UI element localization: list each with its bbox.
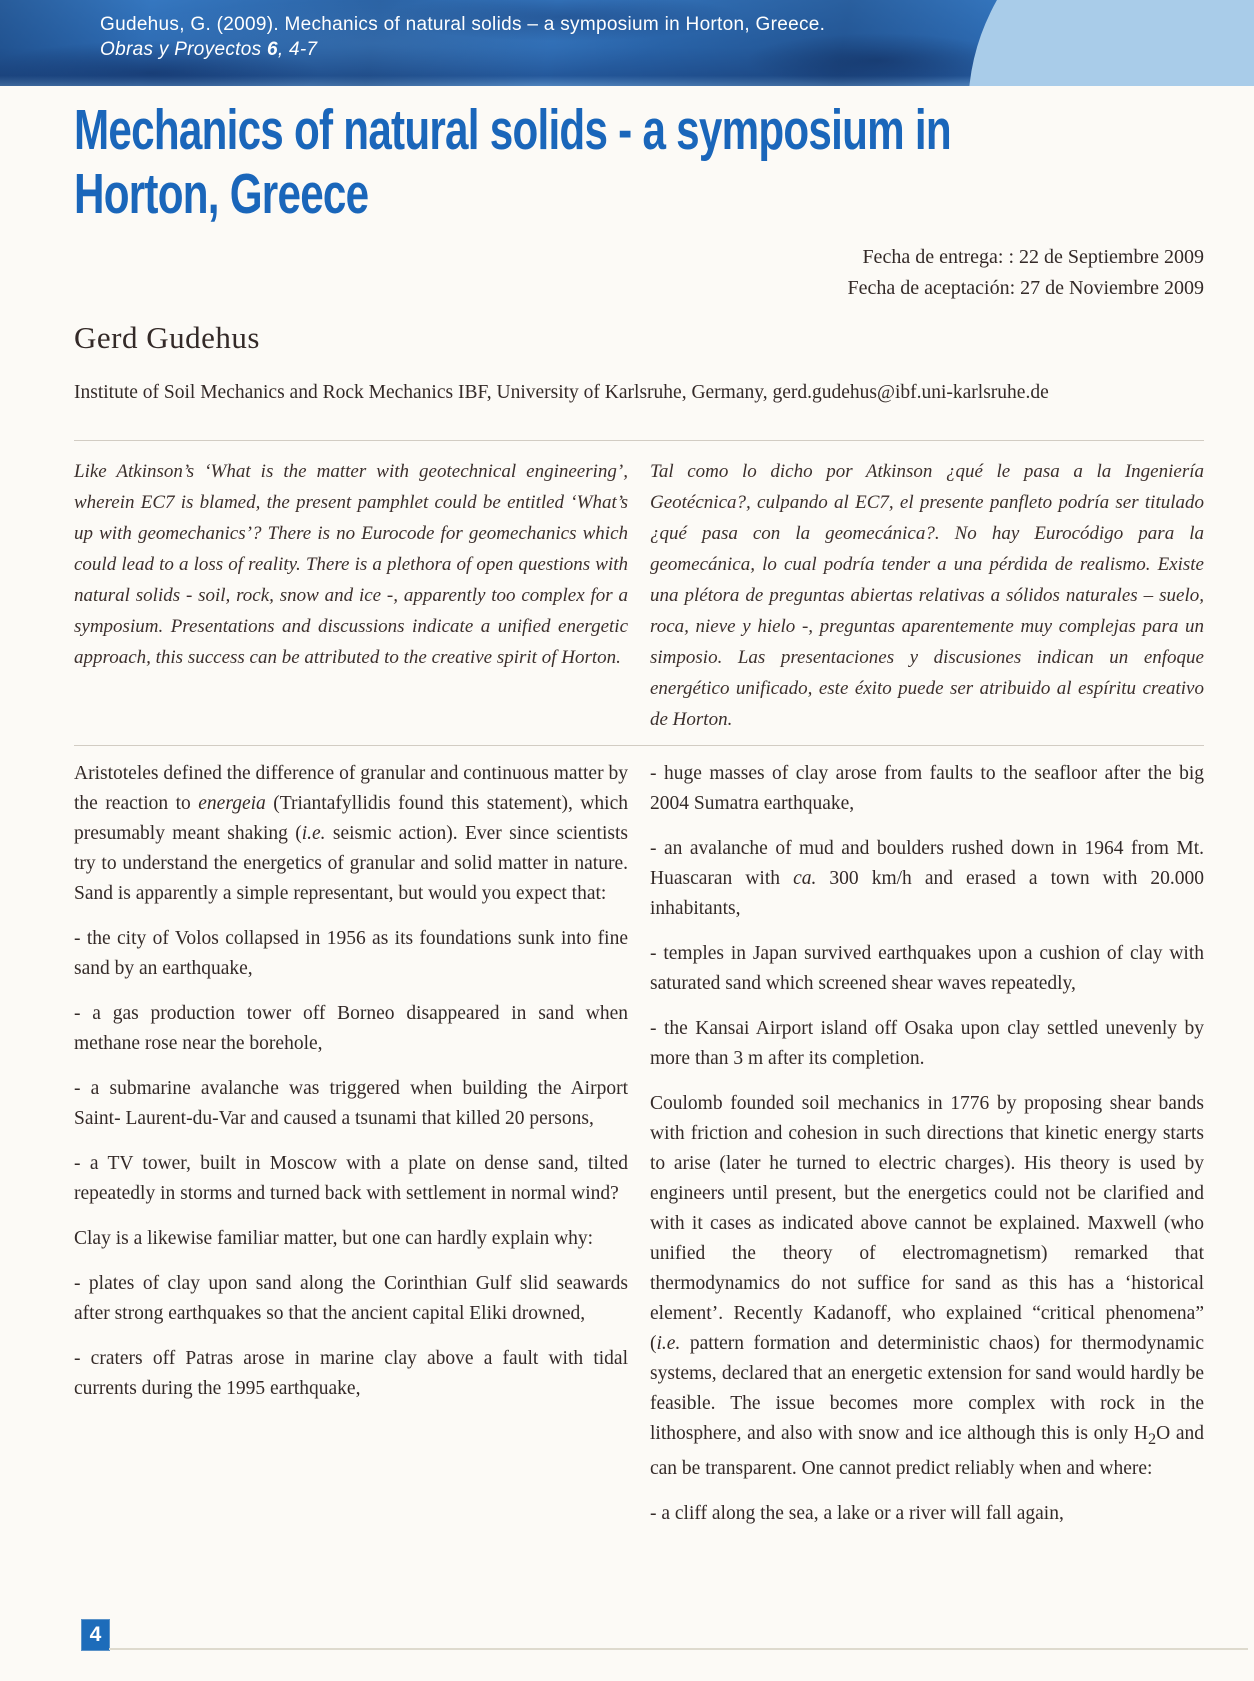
abstract-english-column (74, 456, 628, 735)
date-received: Fecha de entrega: : 22 de Septiembre 2009 (862, 246, 1204, 268)
section-divider-top (74, 440, 1204, 441)
bullet-item: - craters off Patras arose in marine clay above a fault with tidal currents during the 1995 earthquake, (74, 1348, 628, 1399)
article-title-line2: Horton, Greece (74, 162, 369, 226)
footer-rule (109, 1648, 1248, 1650)
page-number-badge: 4 (82, 1620, 109, 1650)
body-right-column (650, 759, 1204, 1544)
bullet-item: - temples in Japan survived earthquakes upon a cushion of clay with saturated sand which screened shear waves repeatedly, (650, 943, 1204, 994)
journal-reference: Obras y Proyectos 6, 4-7 (100, 39, 318, 60)
bullet-item: - huge masses of clay arose from faults to the seafloor after the big 2004 Sumatra earthquake, (650, 763, 1204, 814)
bullet-item: - plates of clay upon sand along the Corinthian Gulf slid seawards after strong earthquakes so that the ancient capital Eliki drowned, (74, 1273, 628, 1324)
article-title (74, 98, 1211, 226)
bullet-item: - the Kansai Airport island off Osaka upon clay settled unevenly by more than 3 m after its completion. (650, 1018, 1204, 1069)
bullet-item: - a submarine avalanche was triggered when building the Airport Saint- Laurent-du-Var and caused a tsunami that killed 20 persons, (74, 1078, 628, 1129)
bullet-item: - a cliff along the sea, a lake or a river will fall again, (650, 1502, 1064, 1524)
body-paragraph: Clay is a likewise familiar matter, but one can hardly explain why: (74, 1228, 594, 1249)
abstract-spanish: Tal como lo dicho por Atkinson ¿qué le pasa a la Ingeniería Geotécnica?, culpando al EC7, el presente panfleto podría ser titulado ¿qué pasa con la geomecánica?. No hay Eurocódigo para la geomecánica, lo cual podría tender a una pérdida de realismo. Existe una plétora de preguntas abiertas relativas a sólidos naturales – suelo, roca, nieve y hielo -, preguntas aparentemente muy complejas para un simposio. Las presentaciones y discusiones indican un enfoque energético unificado, este éxito puede ser atribuido al espíritu creativo de Horton. (650, 461, 1204, 730)
header-band (0, 0, 1254, 86)
citation-text: Gudehus, G. (2009). Mechanics of natural solids – a symposium in Horton, Greece. (100, 14, 826, 35)
bullet-item: - a TV tower, built in Moscow with a plate on dense sand, tilted repeatedly in storms and turned back with settlement in normal wind? (74, 1153, 628, 1204)
author-affiliation: Institute of Soil Mechanics and Rock Mechanics IBF, University of Karlsruhe, Germany, gerd.gudehus@ibf.uni-karlsruhe.de (74, 382, 1049, 403)
bullet-item: - an avalanche of mud and boulders rushed down in 1964 from Mt. Huascaran with ca. 300 km/h and erased a town with 20.000 inhabitants, (650, 838, 1204, 919)
header-citation (100, 12, 825, 62)
author-name: Gerd Gudehus (74, 320, 260, 355)
submission-dates (74, 242, 1204, 304)
body-paragraph: Aristoteles defined the difference of granular and continuous matter by the reaction to energeia (Triantafyllidis found this statement), which presumably meant shaking (i.e. seismic action). Ever since scientists try to understand the energetics of granular and solid matter in nature. Sand is apparently a simple representant, but would you expect that: (74, 763, 628, 904)
date-accepted: Fecha de aceptación: 27 de Noviembre 2009 (847, 277, 1204, 299)
bullet-item: - the city of Volos collapsed in 1956 as its foundations sunk into fine sand by an earthquake, (74, 928, 628, 979)
abstract-english: Like Atkinson’s ‘What is the matter with geotechnical engineering’, wherein EC7 is blamed, the present pamphlet could be entitled ‘What’s up with geomechanics’? There is no Eurocode for geomechanics which could lead to a loss of reality. There is a plethora of open questions with natural solids - soil, rock, snow and ice -, apparently too complex for a symposium. Presentations and discussions indicate a unified energetic approach, this success can be attributed to the creative spirit of Horton. (74, 461, 628, 668)
article-title-line1: Mechanics of natural solids - a symposium in (74, 98, 951, 162)
body-left-column (74, 759, 628, 1544)
abstract-section (74, 456, 1204, 735)
page-content (0, 98, 1254, 1544)
abstract-spanish-column (650, 456, 1204, 735)
bullet-item: - a gas production tower off Borneo disappeared in sand when methane rose near the borehole, (74, 1003, 628, 1054)
body-section (74, 759, 1204, 1544)
section-divider-bottom (74, 745, 1204, 746)
body-paragraph: Coulomb founded soil mechanics in 1776 by proposing shear bands with friction and cohesion in such directions that kinetic energy starts to arise (later he turned to electric charges). His theory is used by engineers until present, but the energetics could not be clarified and with it cases as indicated above cannot be explained. Maxwell (who unified the theory of electromagnetism) remarked that thermodynamics do not suffice for sand as this has a ‘historical element’. Recently Kadanoff, who explained “critical phenomena” (i.e. pattern formation and deterministic chaos) for thermodynamic systems, declared that an energetic extension for sand would hardly be feasible. The issue becomes more complex with rock in the lithosphere, and also with snow and ice although this is only $H_2O$ and can be transparent. One cannot predict reliably when and where: (650, 1093, 1204, 1479)
